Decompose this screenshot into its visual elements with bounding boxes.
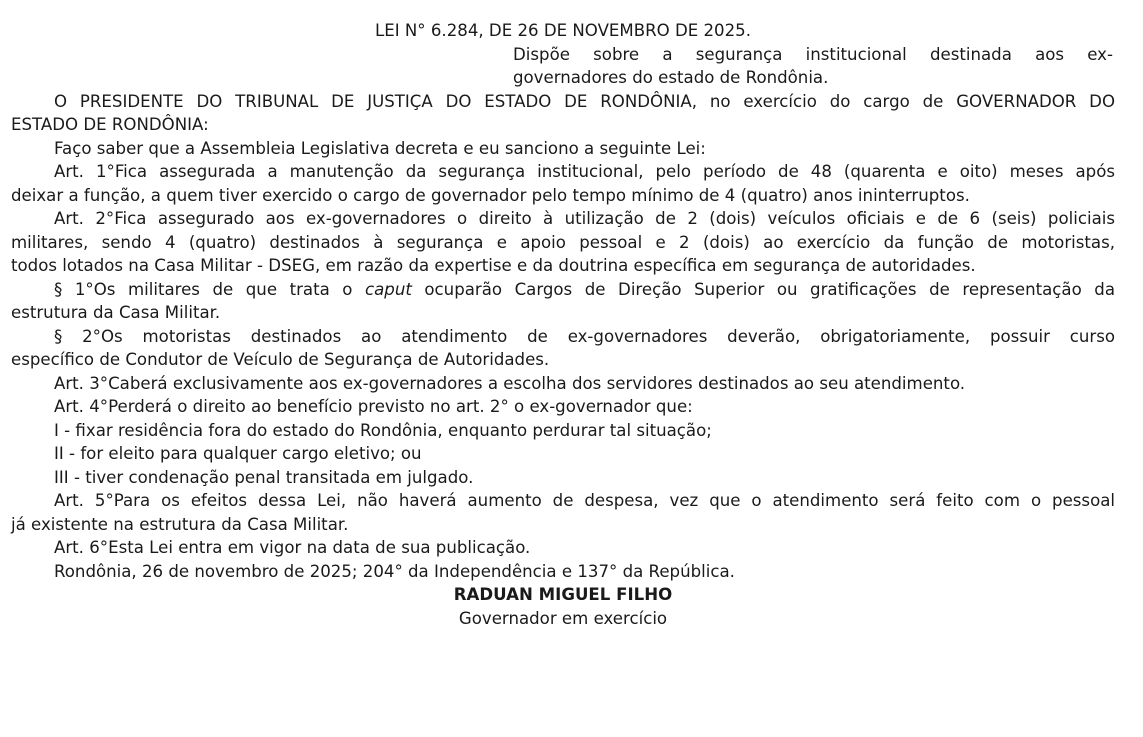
ementa-line-1: Dispõe sobre a segurança institucional destinada aos ex- <box>513 44 1113 64</box>
art4: Art. 4°Perderá o direito ao benefício previsto no art. 2° o ex-governador que: <box>54 397 693 416</box>
inciso-2: II - for eleito para qualquer cargo eletivo; ou <box>54 444 422 463</box>
par1-line-2: estrutura da Casa Militar. <box>11 303 221 322</box>
par2-line-1: § 2°Os motoristas destinados ao atendimento de ex-governadores deverão, obrigatoriamente, possuir curso <box>54 326 1115 346</box>
par1-caput: caput <box>365 279 412 299</box>
art5-line-2: já existente na estrutura da Casa Militar. <box>11 514 349 534</box>
art2-line-3: todos lotados na Casa Militar - DSEG, em razão da expertise e da doutrina específica em segurança de autoridades. <box>11 256 976 275</box>
ementa-line-2: governadores do estado de Rondônia. <box>513 68 829 87</box>
art2-line-2: militares, sendo 4 (quatro) destinados à segurança e apoio pessoal e 2 (dois) ao exercício da função de motoristas, <box>11 232 1115 252</box>
art6: Art. 6°Esta Lei entra em vigor na data de sua publicação. <box>54 538 531 557</box>
art1-line-2: deixar a função, a quem tiver exercido o cargo de governador pelo tempo mínimo de 4 (quatro) anos ininterruptos. <box>11 185 970 205</box>
art1-line-1: Art. 1°Fica assegurada a manutenção da segurança institucional, pelo período de 48 (quarenta e oito) meses após <box>54 162 1115 181</box>
signatory-role: Governador em exercício <box>458 608 668 628</box>
par1-line-1 <box>11 278 1115 302</box>
art3: Art. 3°Caberá exclusivamente aos ex-governadores a escolha dos servidores destinados ao seu atendimento. <box>54 373 966 393</box>
par1-text-post: ocuparão Cargos de Direção Superior ou gratificações de representação da <box>411 279 1115 299</box>
par2-line-2: específico de Condutor de Veículo de Segurança de Autoridades. <box>11 350 550 369</box>
art5-line-1: Art. 5°Para os efeitos dessa Lei, não haverá aumento de despesa, vez que o atendimento será feito com o pessoal <box>54 491 1115 510</box>
inciso-1: I - fixar residência fora do estado do Rondônia, enquanto perdurar tal situação; <box>54 420 712 440</box>
law-title: LEI N° 6.284, DE 26 DE NOVEMBRO DE 2025. <box>374 21 752 40</box>
dateline: Rondônia, 26 de novembro de 2025; 204° da Independência e 137° da República. <box>54 561 735 581</box>
preamble-line-2: ESTADO DE RONDÔNIA: <box>11 115 209 134</box>
preamble-line-1: O PRESIDENTE DO TRIBUNAL DE JUSTIÇA DO ESTADO DE RONDÔNIA, no exercício do cargo de GOVERNADOR DO <box>54 91 1115 111</box>
signatory-name: RADUAN MIGUEL FILHO <box>453 585 673 604</box>
enactment-clause: Faço saber que a Assembleia Legislativa decreta e eu sanciono a seguinte Lei: <box>54 138 706 158</box>
art2-line-1: Art. 2°Fica assegurado aos ex-governadores o direito à utilização de 2 (dois) veículos oficiais e de 6 (seis) policiais <box>54 209 1115 228</box>
par1-text-pre: § 1°Os militares de que trata o <box>54 279 365 299</box>
inciso-3: III - tiver condenação penal transitada em julgado. <box>54 467 474 487</box>
law-document <box>11 19 1115 630</box>
